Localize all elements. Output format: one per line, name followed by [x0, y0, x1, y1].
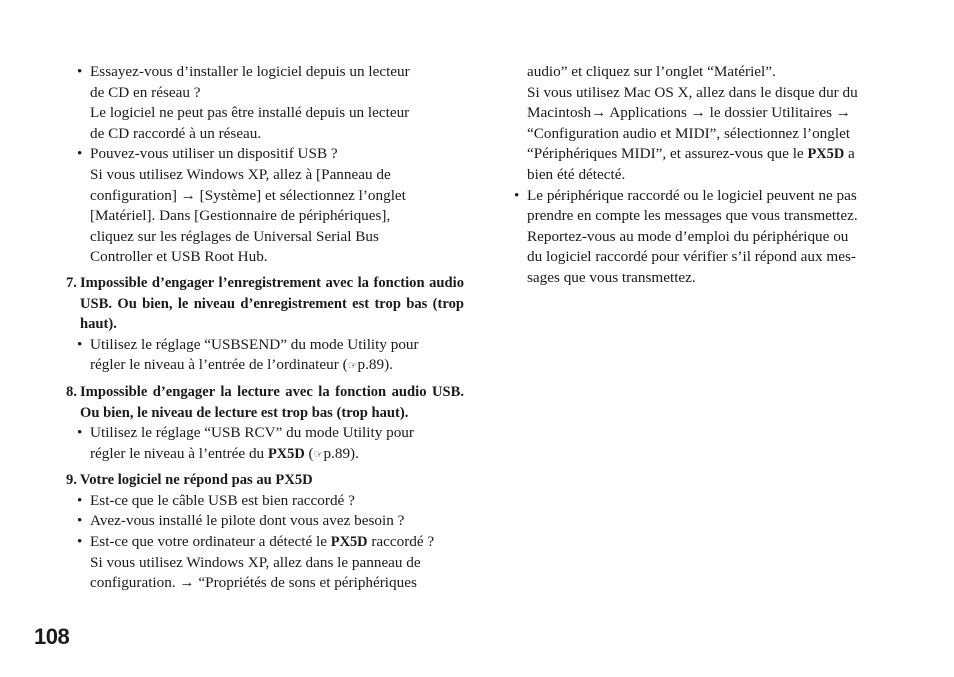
- text-line: Essayez-vous d’installer le logiciel depuis un lecteur: [90, 63, 410, 80]
- text-line: configuration] → [Système] et sélectionnez l’onglet: [90, 186, 406, 204]
- section-7-heading: [66, 273, 464, 335]
- text-line: “Configuration audio et MIDI”, sélectionnez l’onglet: [527, 124, 851, 142]
- section-8-heading: [66, 382, 464, 423]
- bullet-usb-rcv: [66, 423, 464, 465]
- bullet-cd-network: [66, 62, 464, 144]
- text-line: de CD raccordé à un réseau.: [90, 124, 262, 142]
- text-line: du logiciel raccordé pour vérifier s’il répond aux mes-: [527, 248, 856, 266]
- text-line: Controller et USB Root Hub.: [90, 248, 268, 266]
- text-line: prendre en compte les messages que vous transmettez.: [527, 207, 858, 225]
- section-number: 8.: [66, 383, 77, 400]
- bullet-detected: [66, 532, 464, 594]
- text-line: Est-ce que le câble USB est bien raccordé ?: [90, 491, 355, 509]
- section-9-heading: [66, 470, 464, 491]
- page-reference-icon: ☞: [347, 359, 358, 373]
- text-line: [Matériel]. Dans [Gestionnaire de périphériques],: [90, 207, 391, 225]
- left-column: [66, 62, 464, 594]
- text-line: Est-ce que votre ordinateur a détecté le PX5D raccordé ?: [90, 533, 435, 551]
- section-title: Impossible d’engager la lecture avec la fonction audio USB. Ou bien, le niveau de lecture est trop bas (trop haut).: [80, 383, 464, 421]
- text-line: sages que vous transmettez.: [527, 268, 696, 286]
- page-reference-icon: ☞: [313, 447, 324, 461]
- text-line: Si vous utilisez Windows XP, allez à [Panneau de: [90, 165, 391, 183]
- text-line: régler le niveau à l’entrée de l’ordinateur (☞p.89).: [90, 356, 393, 374]
- bullet-icon: •: [77, 533, 83, 551]
- text-line: Macintosh→ Applications → le dossier Utilitaires →: [527, 104, 851, 122]
- text-line: régler le niveau à l’entrée du PX5D (☞p.89).: [90, 444, 359, 462]
- bullet-messages: [503, 186, 889, 289]
- bullet-icon: •: [77, 424, 83, 442]
- page-number: 108: [34, 624, 70, 649]
- text-line: cliquez sur les réglages de Universal Serial Bus: [90, 227, 379, 245]
- bullet-icon: •: [77, 491, 83, 509]
- text-line: Reportez-vous au mode d’emploi du périphérique ou: [527, 227, 849, 245]
- text-line: configuration. → “Propriétés de sons et périphériques: [90, 574, 417, 592]
- text-line: Avez-vous installé le pilote dont vous avez besoin ?: [90, 512, 405, 530]
- text-line: bien été détecté.: [527, 165, 626, 183]
- text-line: Utilisez le réglage “USBSEND” du mode Utility pour: [90, 335, 419, 353]
- bullet-icon: •: [77, 63, 83, 80]
- text-line: de CD en réseau ?: [90, 83, 201, 101]
- right-column: [503, 62, 889, 289]
- bullet-usb-cable: [66, 491, 464, 512]
- section-title: Votre logiciel ne répond pas au PX5D: [80, 472, 313, 489]
- text-line: Utilisez le réglage “USB RCV” du mode Utility pour: [90, 424, 414, 442]
- continued-text: [503, 62, 889, 186]
- model-name: PX5D: [807, 146, 845, 163]
- section-title: Impossible d’engager l’enregistrement avec la fonction audio USB. Ou bien, le niveau d’enregistrement est trop bas (trop haut).: [80, 274, 464, 333]
- bullet-driver: [66, 511, 464, 532]
- text-line: Le logiciel ne peut pas être installé depuis un lecteur: [90, 104, 410, 122]
- text-line: audio” et cliquez sur l’onglet “Matériel”.: [527, 63, 776, 80]
- model-name: PX5D: [267, 445, 305, 462]
- bullet-usbsend: [66, 335, 464, 377]
- text-line: Pouvez-vous utiliser un dispositif USB ?: [90, 145, 338, 163]
- model-name: PX5D: [330, 534, 368, 551]
- text-line: Si vous utilisez Windows XP, allez dans le panneau de: [90, 553, 421, 571]
- text-line: “Périphériques MIDI”, et assurez-vous que le PX5D a: [527, 145, 855, 163]
- bullet-icon: •: [77, 145, 83, 163]
- bullet-usb-device: [66, 144, 464, 268]
- text-line: Si vous utilisez Mac OS X, allez dans le disque dur du: [527, 83, 858, 101]
- section-number: 9.: [66, 472, 77, 489]
- text-line: Le périphérique raccordé ou le logiciel peuvent ne pas: [527, 186, 857, 204]
- section-number: 7.: [66, 274, 77, 291]
- bullet-icon: •: [77, 512, 83, 530]
- bullet-icon: •: [514, 186, 520, 204]
- bullet-icon: •: [77, 335, 83, 353]
